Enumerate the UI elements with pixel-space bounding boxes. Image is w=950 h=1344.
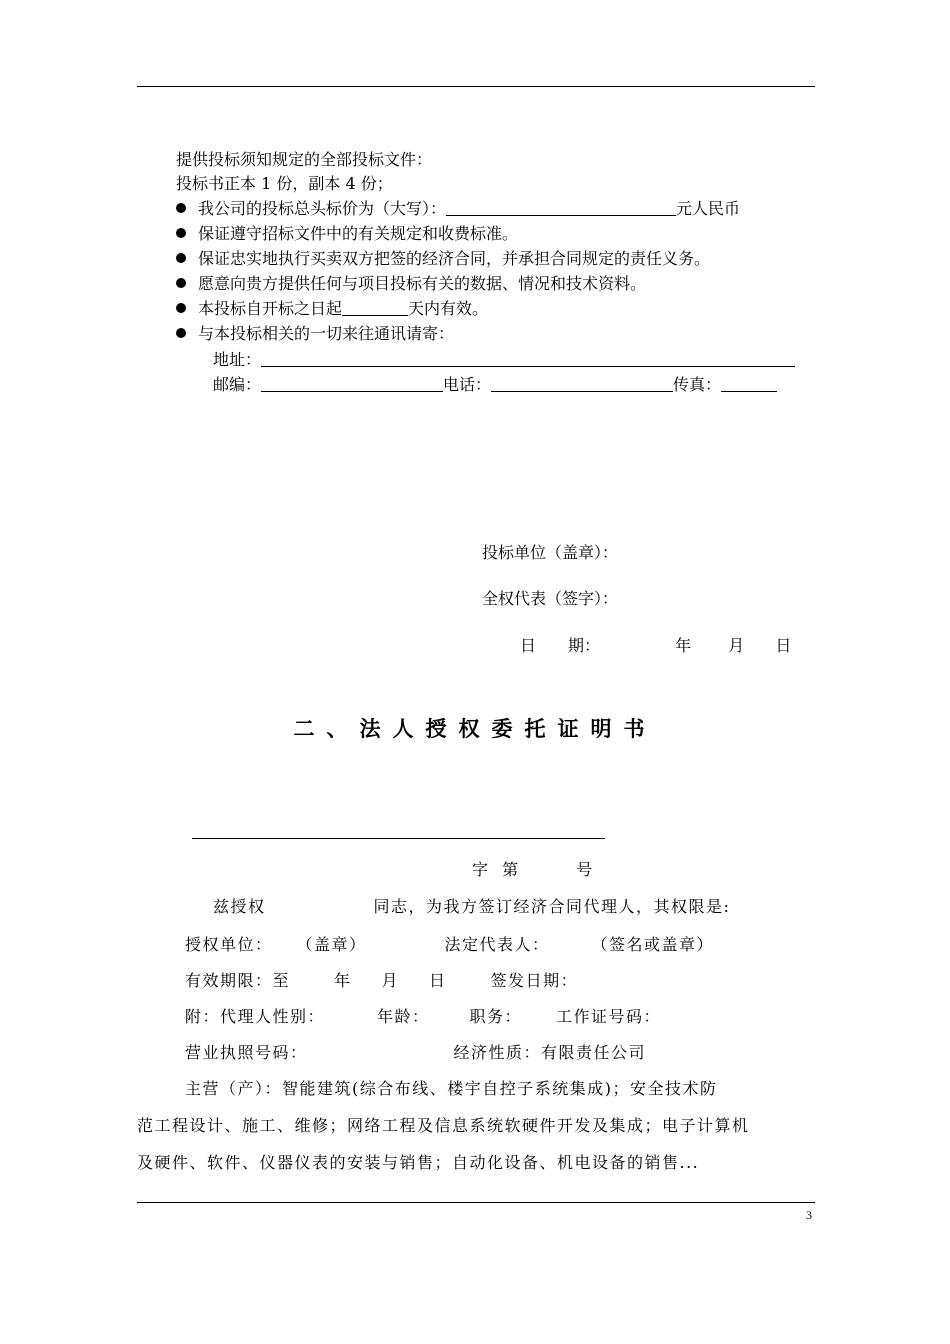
bullet-icon — [176, 253, 186, 263]
page-number: 3 — [806, 1208, 812, 1222]
header-rule — [137, 86, 815, 87]
reference-blank-rule — [192, 838, 605, 839]
bullet-icon — [176, 328, 186, 338]
bullet-contract: 保证忠实地执行买卖双方把签的经济合同，并承担合同规定的责任义务。 — [176, 249, 710, 269]
agent-info-line: 附：代理人性别： 年龄： 职务： 工作证号码： — [185, 1007, 662, 1026]
unit-rep-line: 授权单位： （盖章） 法定代表人： （签名或盖章） — [185, 935, 715, 954]
business-scope-line-1: 主营（产）：智能建筑(综合布线、楼宇自控子系统集成)；安全技术防 — [185, 1079, 718, 1098]
fax-blank — [721, 376, 777, 392]
business-scope-line-3: 及硬件、软件、仪器仪表的安装与销售；自动化设备、机电设备的销售... — [137, 1153, 700, 1172]
price-blank — [446, 200, 676, 216]
bullet-valid: 本投标自开标之日起 天内有效。 — [176, 299, 488, 319]
sign-date: 日 期： 年 月 日 — [520, 636, 792, 655]
bullet-icon — [176, 228, 186, 238]
business-scope-line-2: 范工程设计、施工、维修；网络工程及信息系统软硬件开发及集成；电子计算机 — [137, 1116, 750, 1135]
bid-docs-line: 提供投标须知规定的全部投标文件： — [176, 150, 433, 169]
phone-blank — [491, 376, 673, 392]
bullet-price: 我公司的投标总头标价为（大写）： 元人民币 — [176, 199, 740, 219]
validity-line: 有效期限：至 年 月 日 签发日期： — [185, 971, 579, 990]
zip-blank — [261, 376, 443, 392]
bullet-icon — [176, 303, 186, 313]
section-title: 二、法人授权委托证明书 — [293, 717, 657, 741]
valid-days-blank — [342, 300, 408, 316]
bullet-contact: 与本投标相关的一切来往通讯请寄： — [176, 324, 454, 344]
zip-phone-fax-line: 邮编： 电话： 传真： — [213, 375, 777, 395]
reference-number: 字 第 号 — [472, 860, 594, 879]
grant-line: 兹授权 同志，为我方签订经济合同代理人，其权限是: — [213, 897, 731, 916]
bullet-icon — [176, 203, 186, 213]
address-blank — [261, 351, 795, 367]
bid-copies-line: 投标书正本 1 份，副本 4 份； — [176, 174, 393, 193]
bullet-icon — [176, 278, 186, 288]
bullet-data: 愿意向贵方提供任何与项目投标有关的数据、情况和技术资料。 — [176, 274, 646, 294]
footer-rule — [137, 1202, 815, 1203]
bullet-comply: 保证遵守招标文件中的有关规定和收费标准。 — [176, 224, 518, 244]
address-line: 地址： — [213, 350, 795, 370]
license-line: 营业执照号码： 经济性质：有限责任公司 — [185, 1043, 647, 1062]
authorized-rep-sign: 全权代表（签字）： — [482, 589, 619, 608]
bid-unit-seal: 投标单位（盖章）： — [482, 543, 619, 562]
